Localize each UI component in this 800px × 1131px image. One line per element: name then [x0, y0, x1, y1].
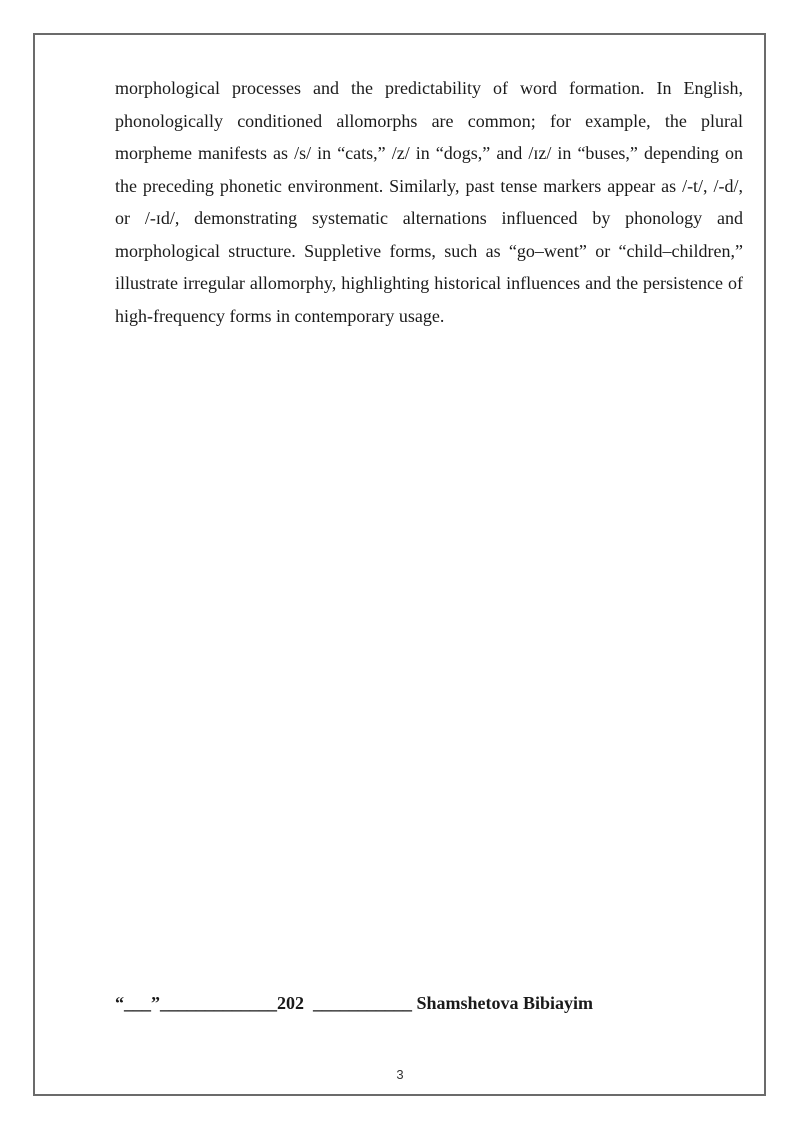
signature-line: “___”_____________202 ___________ Shamshetova Bibiayim — [115, 993, 594, 1013]
body-paragraph: morphological processes and the predictability of word formation. In English, phonologically conditioned allomorphs are common; for example, the plural morpheme manifests as /s/ in “cats,” /z/ in “dogs,” and /ɪz/ in “buses,” depending on the preceding phonetic environment. Similarly, past tense markers appear as /-t/, /-d/, or /-ɪd/, demonstrating systematic alternations influenced by phonology and morphological structure. Suppletive forms, such as “go–went” or “child–children,” illustrate irregular allomorphy, highlighting historical influences and the persistence of high-frequency forms in contemporary usage. — [115, 78, 743, 326]
page-number: 3 — [396, 1067, 404, 1082]
